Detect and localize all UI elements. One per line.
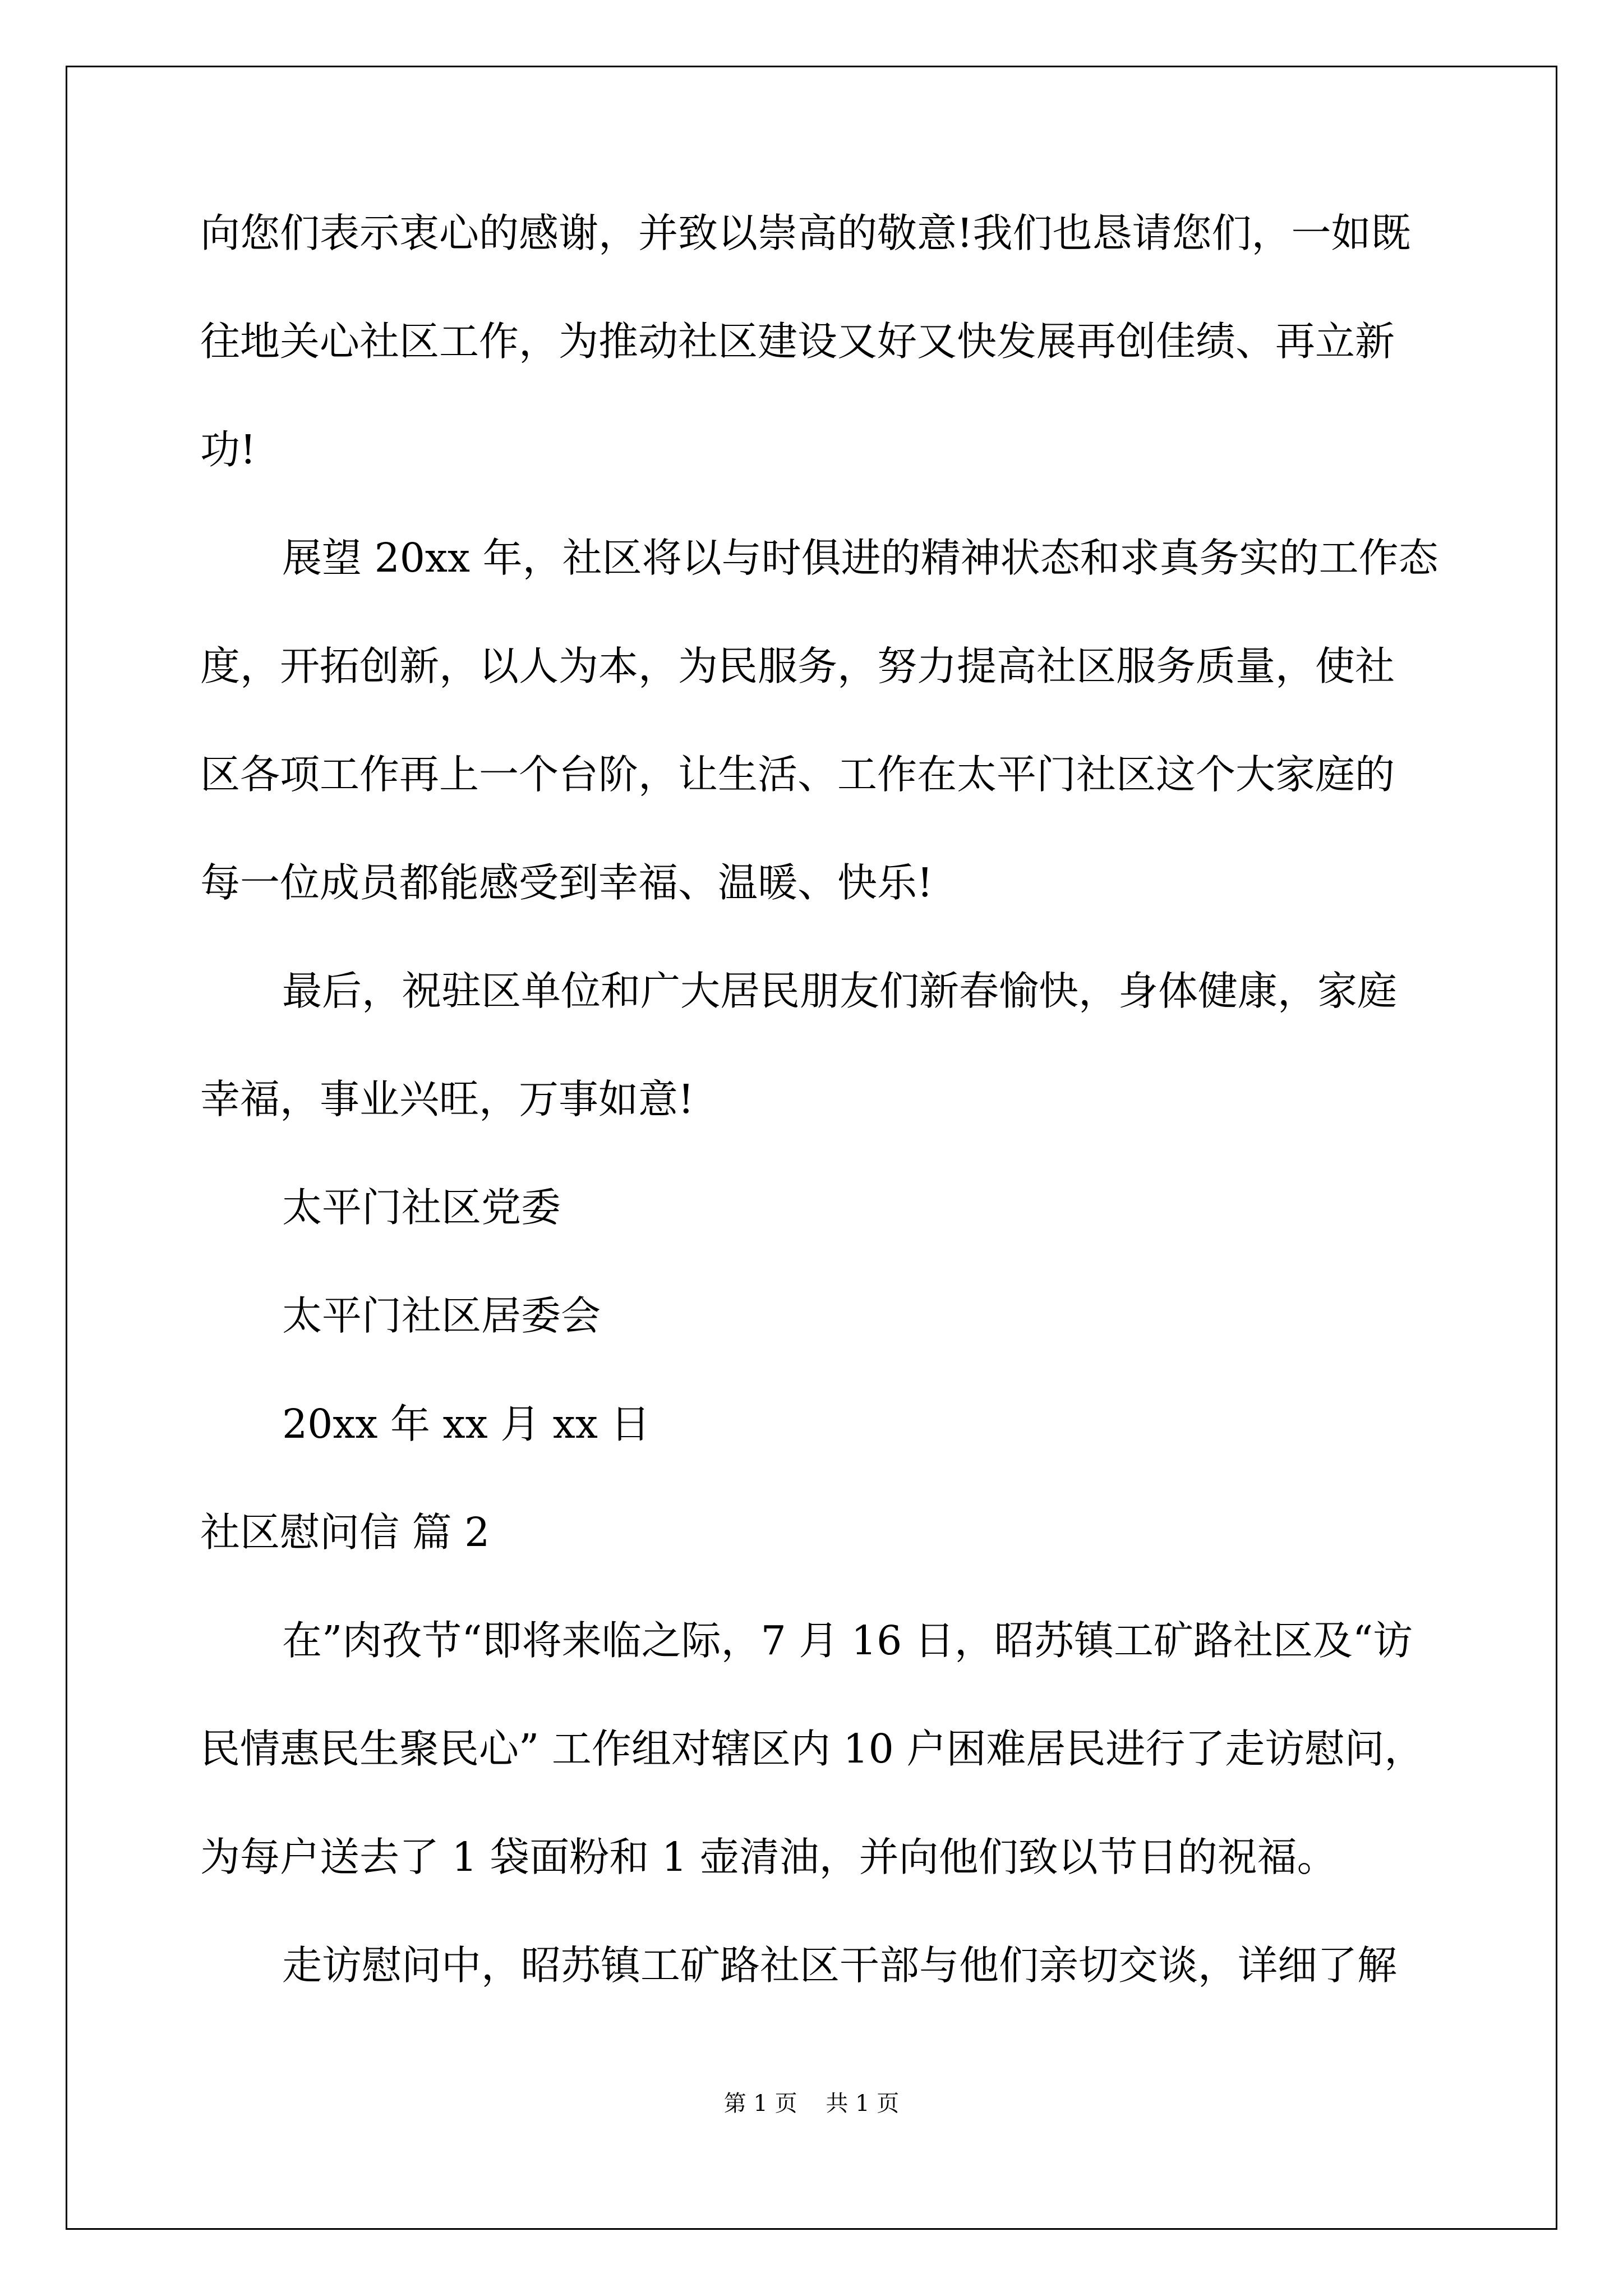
page-footer: 第 1 页 共 1 页 <box>723 2091 900 2116</box>
paragraph-start-line: 在”肉孜节“即将来临之际，7 月 16 日，昭苏镇工矿路社区及“访 <box>282 1617 1413 1664</box>
text-line: 向您们表示衷心的感谢，并致以崇高的敬意!我们也恳请您们，一如既 <box>200 210 1411 256</box>
text-line: 往地关心社区工作，为推动社区建设又好又快发展再创佳绩、再立新 <box>200 318 1395 365</box>
text-line: 每一位成员都能感受到幸福、温暖、快乐! <box>200 859 933 906</box>
section-heading: 社区慰问信 篇 2 <box>200 1509 490 1556</box>
text-line: 为每户送去了 1 袋面粉和 1 壶清油，并向他们致以节日的祝福。 <box>200 1834 1337 1880</box>
signature-date: 20xx 年 xx 月 xx 日 <box>282 1401 651 1447</box>
paragraph-start-line: 走访慰问中，昭苏镇工矿路社区干部与他们亲切交谈，详细了解 <box>282 1942 1398 1989</box>
document-body <box>200 206 1438 2047</box>
paragraph-start-line: 最后，祝驻区单位和广大居民朋友们新春愉快，身体健康，家庭 <box>282 968 1398 1014</box>
signature-party-committee: 太平门社区党委 <box>282 1184 561 1231</box>
text-line: 度，开拓创新，以人为本，为民服务，努力提高社区服务质量，使社 <box>200 643 1395 689</box>
text-line: 幸福，事业兴旺，万事如意! <box>200 1076 694 1122</box>
text-line: 民情惠民生聚民心” 工作组对辖区内 10 户困难居民进行了走访慰问， <box>200 1726 1424 1772</box>
text-line: 区各项工作再上一个台阶，让生活、工作在太平门社区这个大家庭的 <box>200 751 1395 798</box>
paragraph-start-line: 展望 20xx 年，社区将以与时俱进的精神状态和求真务实的工作态 <box>282 535 1438 581</box>
text-line: 功! <box>200 426 256 473</box>
signature-residents-committee: 太平门社区居委会 <box>282 1292 601 1339</box>
